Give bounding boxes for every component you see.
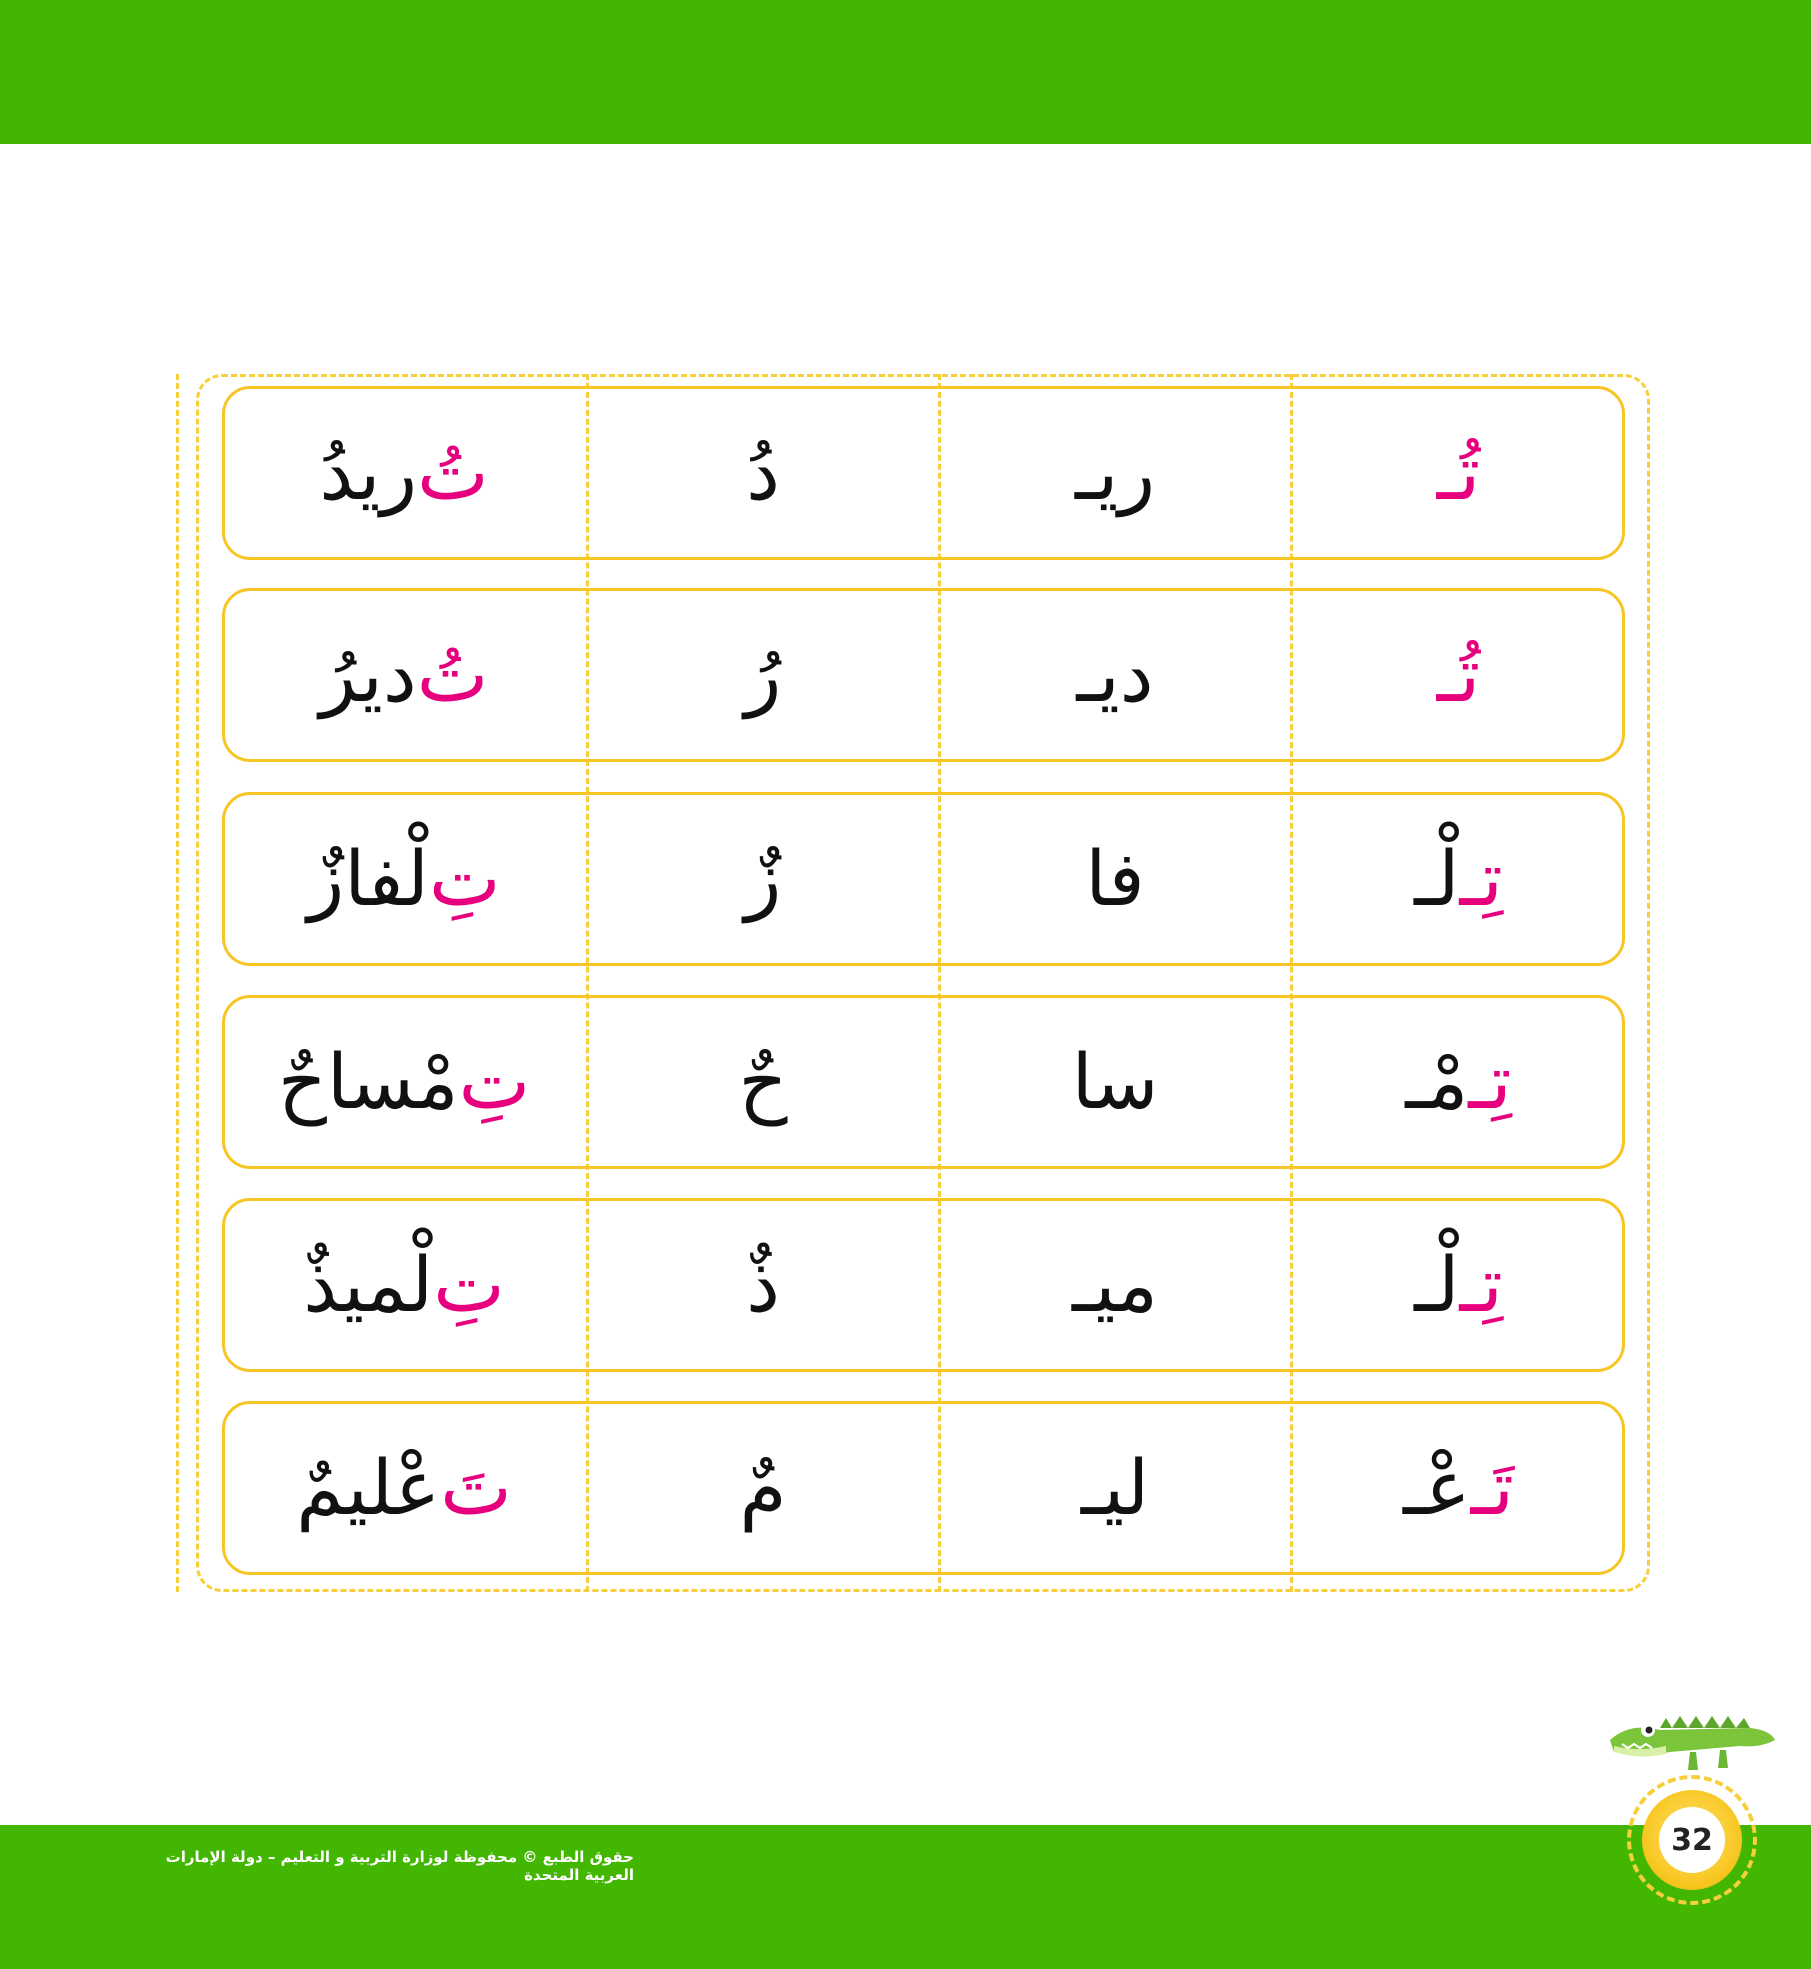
syllable-2: ريـ <box>1074 428 1156 517</box>
syllable-3: حٌ <box>738 1037 788 1126</box>
syllable-3: ذٌ <box>746 1240 780 1329</box>
syllable-2: سا <box>1071 1037 1159 1126</box>
syllable-1: تِـ لْـ <box>1414 1240 1503 1329</box>
bottom-banner <box>0 1825 1811 1969</box>
full-word: تِ مْساحٌ <box>277 1037 531 1126</box>
copyright-text: حقوق الطبع © محفوظة لوزارة التربية و التعليم – دولة الإمارات العربية المتحدة <box>165 1848 634 1884</box>
syllable-3: زٌ <box>744 834 782 923</box>
syllable-2: ميـ <box>1072 1240 1158 1329</box>
syllable-1: تُـ <box>1436 428 1481 517</box>
syllable-1: تِـ لْـ <box>1414 834 1503 923</box>
full-word: تِ لْفازٌ <box>307 834 501 923</box>
syllable-1: تَـ عْـ <box>1402 1443 1515 1532</box>
top-banner <box>0 0 1811 144</box>
page-number: 32 <box>1659 1807 1725 1873</box>
syllable-3: دُ <box>746 428 780 517</box>
full-word: تُ ريدُ <box>319 428 489 517</box>
syllable-2: فا <box>1085 834 1145 923</box>
syllable-1: تِـ مْـ <box>1405 1037 1512 1126</box>
cut-line-left <box>176 374 179 1592</box>
full-word: تَ عْليمٌ <box>296 1443 512 1532</box>
syllable-1: تُـ <box>1436 630 1481 719</box>
full-word: تُ ديرُ <box>319 630 489 719</box>
syllable-2: ديـ <box>1076 630 1154 719</box>
syllable-3: رُ <box>744 630 782 719</box>
syllable-3: مٌ <box>739 1443 787 1532</box>
syllable-2: ليـ <box>1080 1443 1150 1532</box>
full-word: تِ لْميذٌ <box>303 1240 505 1329</box>
